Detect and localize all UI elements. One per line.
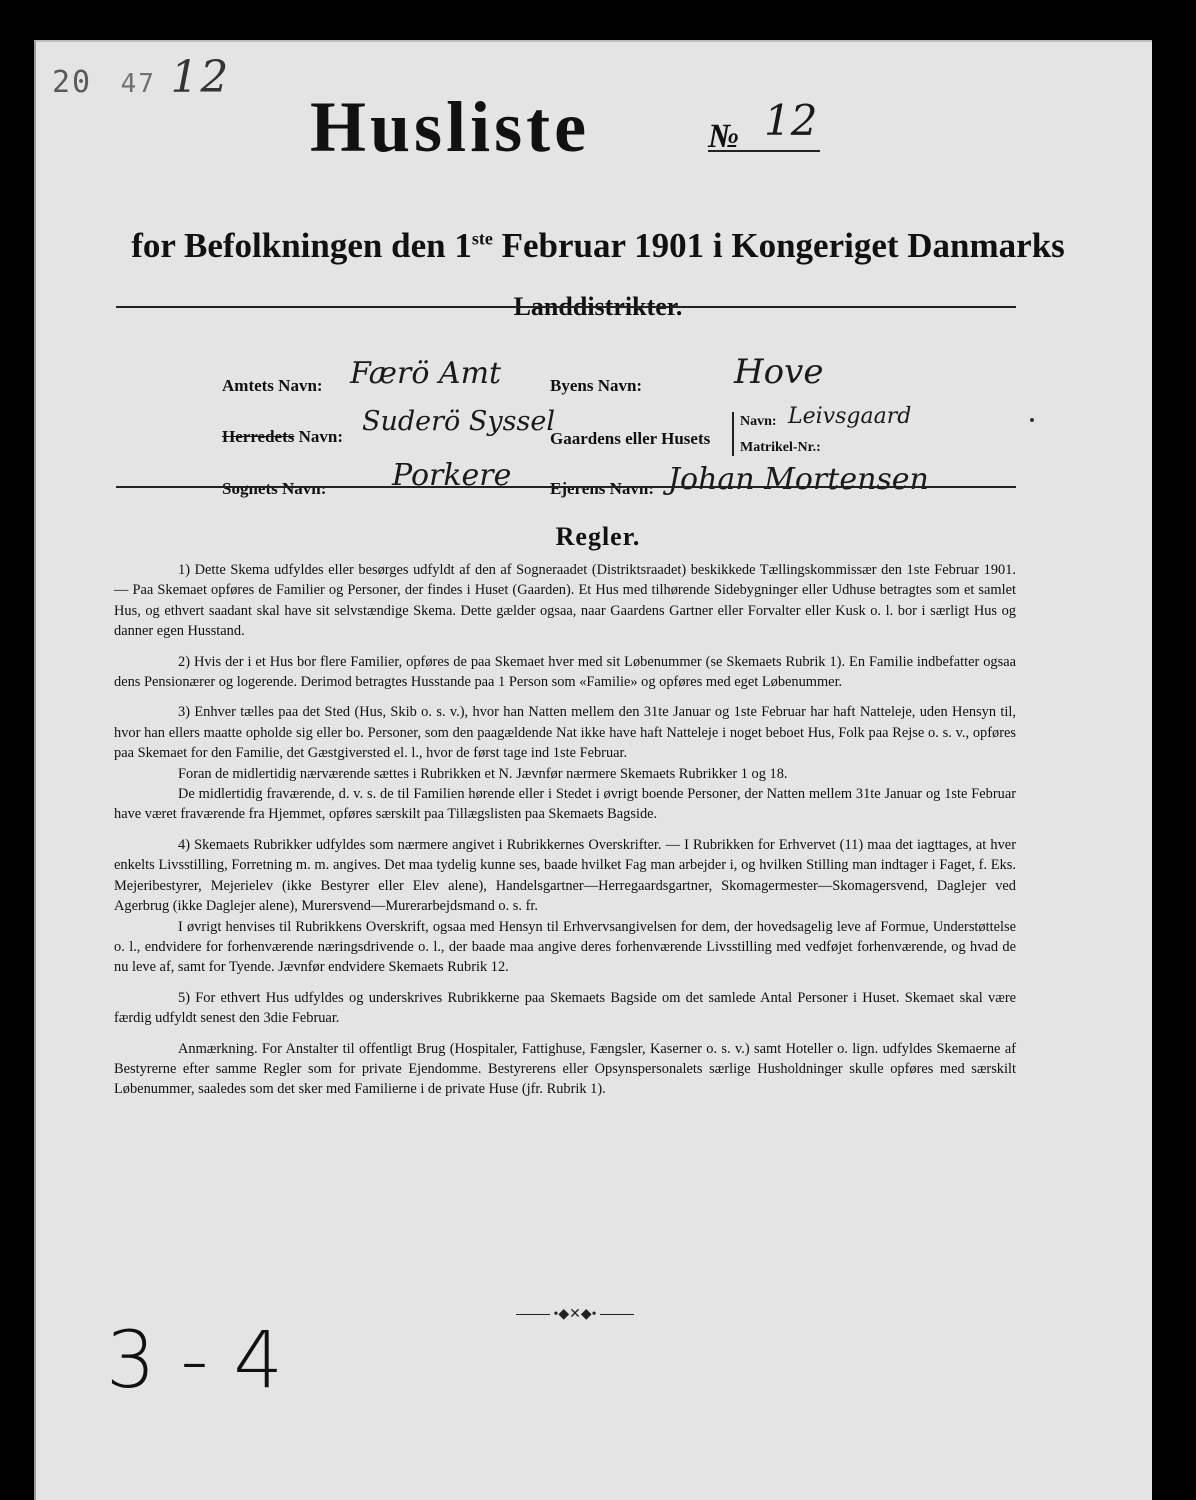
rule-2: 2) Hvis der i et Hus bor flere Familier, opføres de paa Skemaet hver med sit Løbenummer (se Skemaets Rubrik 1). En Familie indbefatter ogsaa dens Pensionærer og logerende. Derimod betragtes Husstande paa 1 Person som «Familie» og opføres med eget Løbenummer. bbox=[114, 653, 1016, 691]
herred-label-rest: Navn: bbox=[294, 427, 344, 446]
ejer-label: Ejerens Navn: bbox=[550, 479, 655, 498]
gaard-label: Gaardens eller Husets bbox=[550, 429, 711, 448]
rule-3-absent: De midlertidig fraværende, d. v. s. de til Familien hørende eller i Stedet i øvrigt boende Personer, der Natten mellem 31te Januar og 1ste Februar have været fraværende fra Hjemmet, opføres særskilt paa Tillægslisten paa Skemaets Bagside. bbox=[114, 786, 1016, 823]
document-title: Husliste bbox=[310, 87, 591, 167]
rule-3: 3) Enhver tælles paa det Sted (Hus, Skib o. s. v.), hvor han Natten mellem den 31te Januar og 1ste Februar har haft Natteleje, uden Hensyn til, hvor han ellers maatte opholde sig eller bo. Personer, som den paagældende Nat ikke have haft Natteleje i noget beboet Hus, Folk paa Rejse o. s. v., opføres paa Skemaet for den Familie, det Gæstgiversted el. l., hvor de først tage ind 1ste Februar. bbox=[114, 704, 1016, 762]
number-label: № bbox=[708, 118, 740, 155]
number-underline bbox=[708, 150, 820, 152]
amt-label: Amtets Navn: bbox=[222, 376, 323, 395]
subtitle-post: Februar 1901 i Kongeriget Danmarks bbox=[492, 226, 1065, 265]
gaard-navn-value: Leivsgaard bbox=[788, 404, 912, 429]
by-label: Byens Navn: bbox=[550, 376, 643, 395]
stamp-number: 47 bbox=[120, 69, 156, 99]
herred-label bbox=[222, 427, 343, 447]
handwritten-page-range: 3 - 4 bbox=[106, 1316, 283, 1406]
rules-text bbox=[114, 560, 1016, 1110]
document-subtitle bbox=[130, 226, 1066, 266]
by-value: Hove bbox=[734, 352, 824, 392]
herred-value: Suderö Syssel bbox=[362, 406, 555, 437]
printed-number: 20 bbox=[52, 65, 93, 100]
ejer-value: Johan Mortensen bbox=[668, 462, 929, 497]
remark: Anmærkning. For Anstalter til offentligt Brug (Hospitaler, Fattighuse, Fængsler, Kaserner o. s. v.) samt Hoteller o. lign. udfyldes Skemaerne af Bestyrerne efter samme Regler som for private Ejendomme. Bestyrerens eller Opsynspersonalets særlige Husholdninger skulle opføres med særskilt Løbenummer, saaledes som det sker med Familierne i de private Huse (jfr. Rubrik 1). bbox=[114, 1040, 1016, 1098]
gaard-brace bbox=[732, 412, 734, 456]
matrikel-label: Matrikel-Nr.: bbox=[740, 440, 821, 455]
ornament bbox=[500, 1306, 650, 1323]
rule-3-note: Foran de midlertidig nærværende sættes i Rubrikken et N. Jævnfør nærmere Skemaets Rubrikker 1 og 18. bbox=[178, 765, 788, 782]
ornament-line-left bbox=[516, 1314, 550, 1315]
district-type: Landdistrikter. bbox=[513, 292, 683, 321]
list-number-value: 12 bbox=[764, 96, 818, 145]
rule-5: 5) For ethvert Hus udfyldes og underskrives Rubrikkerne paa Skemaets Bagside om det samlede Antal Personer i Huset. Skemaet skal være færdig udfyldt senest den 3die Februar. bbox=[114, 989, 1016, 1027]
rule-1: 1) Dette Skema udfyldes eller besørges udfyldt af den af Sogneraadet (Distriktsraadet) beskikkede Tællingskommissær den 1ste Februar 1901. — Paa Skemaet opføres de Familier og Personer, der findes i Huset (Gaarden). Et Hus med tilhørende Sidebygninger eller Udhuse betragtes som et samlet Hus, og ethvert saadant skal have sit selvstændige Skema. Dette gælder ogsaa, naar Gaardens Gartner eller Forvalter eller Kusk o. l. bor i særligt Hus og danner egen Husstand. bbox=[114, 562, 1016, 640]
archive-number bbox=[52, 52, 230, 103]
sogn-label: Sognets Navn: bbox=[222, 479, 327, 498]
header-divider-bottom bbox=[116, 486, 1016, 488]
ornament-glyph: •◆✕◆• bbox=[553, 1307, 597, 1322]
sogn-value: Porkere bbox=[392, 458, 512, 493]
handwritten-sheet-number: 12 bbox=[170, 52, 231, 103]
herred-label-struck: Herredets bbox=[222, 427, 295, 446]
rules-title: Regler. bbox=[555, 522, 641, 551]
speck bbox=[1030, 418, 1034, 422]
gaard-navn-label: Navn: bbox=[740, 414, 777, 429]
ornament-line-right bbox=[600, 1314, 634, 1315]
rule-4-cont: I øvrigt henvises til Rubrikkens Overskrift, ogsaa med Hensyn til Erhvervsangivelsen for dem, der hovedsagelig leve af Formue, Understøttelse o. l., endvidere for forhenværende næringsdrivende o. l., der baade maa angive deres forhenværende Livsstilling med vedføjet forhenværende, og hvad de nu leve af, samt for Tyende. Jævnfør endvidere Skemaets Rubrik 12. bbox=[114, 918, 1016, 976]
header-divider-top bbox=[116, 306, 1016, 308]
rule-4: 4) Skemaets Rubrikker udfyldes som nærmere angivet i Rubrikkernes Overskrifter. — I Rubrikken for Erhvervet (11) maa det iagttages, at hver enkelts Livsstilling, Forretning m. m. angives. Det maa tydelig kunne ses, baade hvilket Fag man arbejder i, og hvilken Stilling man indtager i Faget, f. Eks. Mejeribestyrer, Mejerielev (ikke Bestyrer eller Elev alene), Handelsgartner—Herregaardsgartner, Skomagermester—Skomagersvend, Daglejer ved Agerbrug (ikke Daglejer alene), Murersvend—Murerarbejdsmand o. s. fr. bbox=[114, 836, 1016, 915]
subtitle-sup: ste bbox=[471, 228, 493, 249]
amt-value: Færö Amt bbox=[350, 356, 502, 391]
subtitle-pre: for Befolkningen den 1 bbox=[131, 226, 472, 265]
